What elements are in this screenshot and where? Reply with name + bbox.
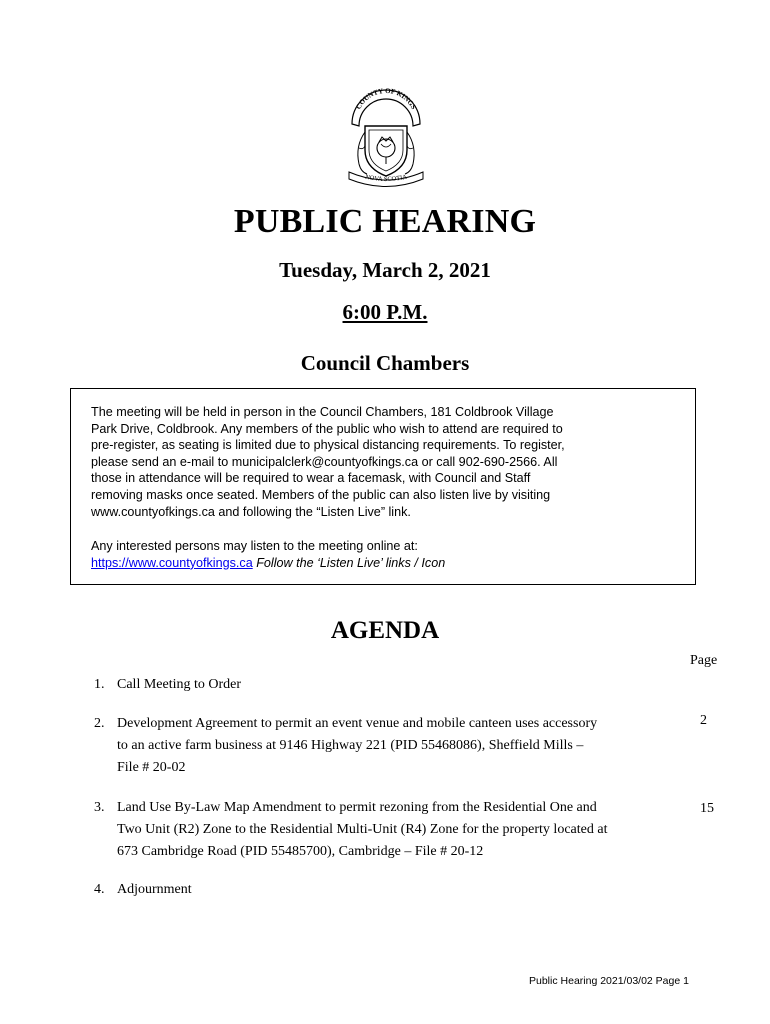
notice-line: The meeting will be held in person in the Council Chambers, 181 Coldbrook Village: [91, 405, 554, 419]
hearing-date: Tuesday, March 2, 2021: [279, 258, 491, 282]
agenda-item-text: [117, 879, 652, 901]
notice-paragraph: [91, 404, 677, 520]
svg-text:NOVA SCOTIA: [364, 174, 407, 183]
agenda-item-text: [117, 713, 652, 779]
agenda-title: AGENDA: [330, 617, 440, 644]
agenda-item-line: Adjournment: [117, 882, 192, 897]
page-footer: Public Hearing 2021/03/02 Page 1: [529, 975, 689, 987]
agenda-item-number: 3.: [94, 800, 105, 815]
agenda-item-page: 15: [700, 801, 714, 816]
agenda-item-number: 2.: [94, 716, 105, 731]
listen-text: Any interested persons may listen to the meeting online at:: [91, 539, 418, 554]
agenda-item-text: [117, 797, 652, 863]
agenda-item-line: to an active farm business at 9146 Highway 221 (PID 55468086), Sheffield Mills –: [117, 738, 584, 753]
hearing-time: 6:00 P.M.: [342, 300, 428, 324]
page-title: PUBLIC HEARING: [233, 203, 537, 240]
listen-paragraph: [91, 538, 677, 571]
notice-line: those in attendance will be required to wear a facemask, with Council and Staff: [91, 471, 531, 486]
notice-line: please send an e-mail to municipalclerk@countyofkings.ca or call 902-690-2566. All: [91, 454, 558, 469]
agenda-item-line: Two Unit (R2) Zone to the Residential Multi-Unit (R4) Zone for the property located at: [117, 822, 608, 837]
notice-line: www.countyofkings.ca and following the “Listen Live” link.: [91, 504, 411, 519]
agenda-item-number: 1.: [94, 677, 105, 692]
agenda-item-number: 4.: [94, 882, 105, 897]
hearing-venue: Council Chambers: [300, 351, 470, 375]
agenda-item-line: Call Meeting to Order: [117, 677, 242, 692]
notice-line: removing masks once seated. Members of the public can also listen live by visiting: [91, 487, 551, 502]
county-website-link[interactable]: https://www.countyofkings.ca: [91, 555, 253, 570]
notice-line: Park Drive, Coldbrook. Any members of the public who wish to attend are required to: [91, 421, 563, 436]
page-column-header: Page: [690, 653, 718, 668]
notice-box: [70, 388, 696, 585]
hearing-time-wrap: [0, 300, 770, 325]
agenda-item-line: File # 20-02: [117, 760, 186, 775]
county-of-kings-crest-icon: [343, 88, 429, 188]
notice-line: pre-register, as seating is limited due to physical distancing requirements. To register,: [91, 438, 565, 453]
county-crest: [343, 88, 429, 188]
crest-bottom-text: NOVA SCOTIA: [364, 173, 408, 184]
agenda-item-line: Land Use By-Law Map Amendment to permit rezoning from the Residential One and: [117, 800, 597, 815]
agenda-item-line: 673 Cambridge Road (PID 55485700), Cambridge – File # 20-12: [117, 844, 484, 859]
agenda-item-text: [117, 674, 652, 696]
agenda-item-page: 2: [700, 713, 707, 728]
listen-live-instruction: Follow the ‘Listen Live’ links / Icon: [256, 555, 446, 570]
crest-top-text: COUNTY OF KINGS: [354, 88, 418, 111]
agenda-item-line: Development Agreement to permit an event venue and mobile canteen uses accessory: [117, 716, 598, 731]
